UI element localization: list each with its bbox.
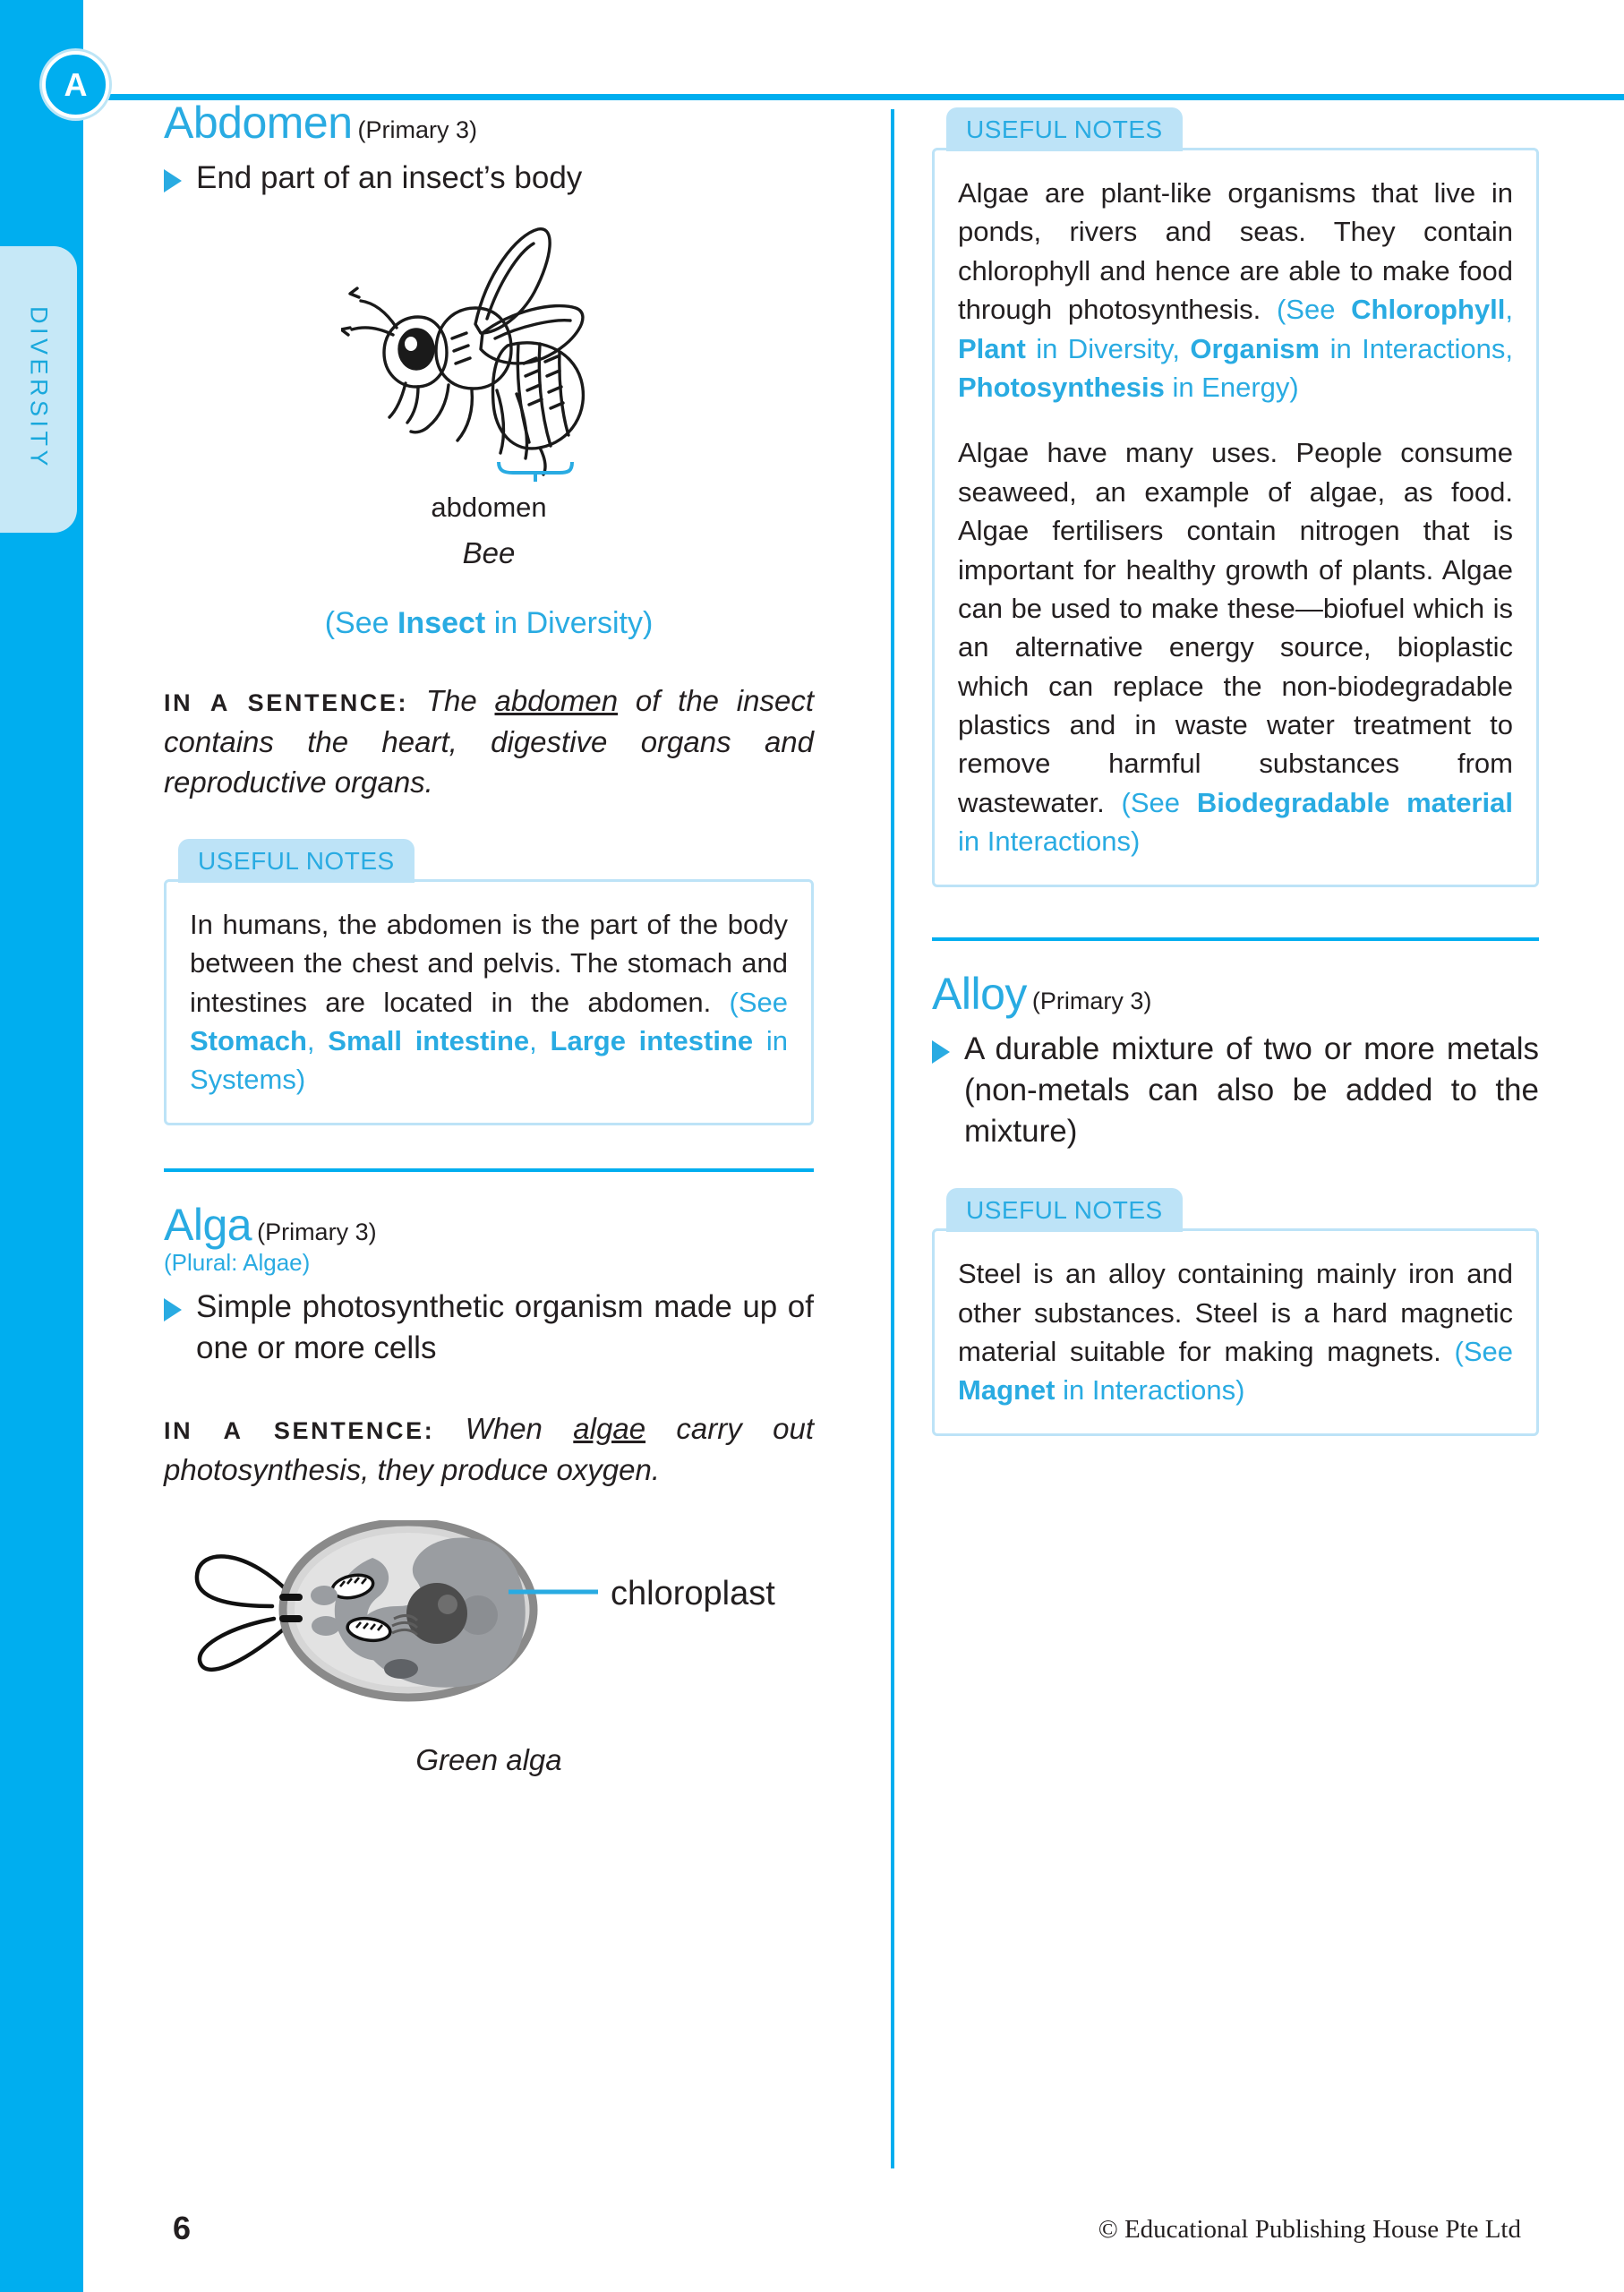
ref-sep-2: in Interactions, xyxy=(1320,332,1513,364)
useful-notes-body xyxy=(932,148,1539,887)
definition-text: A durable mixture of two or more metals (non-metals can also be added to the mixture) xyxy=(964,1031,1539,1150)
in-a-sentence-label: IN A SENTENCE: xyxy=(164,689,409,717)
figure-green-alga xyxy=(164,1520,814,1777)
figure-caption-green-alga: Green alga xyxy=(415,1743,562,1777)
notes-paragraph xyxy=(958,174,1513,406)
notes-paragraph xyxy=(958,433,1513,860)
entry-level: (Primary 3) xyxy=(1031,987,1152,1014)
sentence-post: carry out photosynthesis, they produce oxygen. xyxy=(164,1412,815,1486)
entry-term: Alloy xyxy=(932,968,1027,1019)
column-divider xyxy=(891,109,894,2168)
figure-label-chloroplast: chloroplast xyxy=(611,1575,775,1613)
entry-heading-abdomen xyxy=(164,98,814,148)
entry-plural: (Plural: Algae) xyxy=(164,1248,311,1276)
notes-plain-text: Algae are plant-like organisms that live in ponds, rivers and seas. They contain chlorophyll and hence are able to make food through photosynthesis. xyxy=(958,177,1513,326)
entry-level: (Primary 3) xyxy=(357,116,478,143)
xref-term: Insect xyxy=(397,606,486,641)
ref-term-organism: Organism xyxy=(1190,332,1321,364)
bullet-triangle-icon xyxy=(164,169,182,192)
useful-notes-tab: USEFUL NOTES xyxy=(946,1188,1183,1232)
entry-abdomen xyxy=(164,100,814,1125)
in-a-sentence-alga xyxy=(164,1408,814,1490)
left-spine xyxy=(0,0,83,2292)
bee-illustration xyxy=(341,218,637,487)
notes-paragraph xyxy=(958,1254,1513,1410)
ref-term-large-intestine: Large intestine xyxy=(550,1024,754,1056)
definition-text: Simple photosynthetic organism made up of one or more cells xyxy=(196,1288,814,1365)
ref-term-chlorophyll: Chlorophyll xyxy=(1351,294,1506,326)
entry-heading-alga xyxy=(164,1199,814,1276)
notes-plain-text: Algae have many uses. People consume seaweed, an example of algae, as food. Algae fertilisers contain nitrogen that is important for healthy growth of plants. Algae can be used to make these—biofuel which is an alternative energy source, bioplastic which can replace the non-biodegradable plastics and in waste water treatment to remove harmful substances from wastewater. xyxy=(958,437,1513,818)
page-number: 6 xyxy=(173,2210,192,2246)
ref-term-stomach: Stomach xyxy=(190,1024,307,1056)
right-column xyxy=(932,100,1539,1436)
section-tab-label: DIVERSITY xyxy=(25,305,53,471)
entry-term: Alga xyxy=(164,1199,252,1250)
ref-prefix: (See xyxy=(1276,294,1352,326)
ref-suffix: in Interactions) xyxy=(1055,1374,1245,1407)
copyright-notice: © Educational Publishing House Pte Ltd xyxy=(1098,2215,1521,2244)
ref-term-plant: Plant xyxy=(958,332,1026,364)
figure-label-abdomen: abdomen xyxy=(431,492,547,524)
ref-term-biodegradable-material: Biodegradable material xyxy=(1196,786,1513,818)
useful-notes-alloy xyxy=(932,1188,1539,1436)
xref-prefix: (See xyxy=(324,606,397,641)
notes-plain-text: Steel is an alloy containing mainly iron and other substances. Steel is a hard magnetic material suitable for making magnets. xyxy=(958,1258,1513,1367)
page-content xyxy=(83,100,1624,2292)
figure-caption-bee: Bee xyxy=(462,536,516,570)
ref-term-small-intestine: Small intestine xyxy=(328,1024,530,1056)
sentence-keyword: algae xyxy=(573,1412,646,1446)
alphabet-letter-badge: A xyxy=(42,51,109,118)
entry-alga xyxy=(164,1199,815,1777)
notes-paragraph xyxy=(190,905,788,1099)
useful-notes-tab: USEFUL NOTES xyxy=(178,839,415,883)
useful-notes-body xyxy=(164,879,814,1125)
entry-alloy xyxy=(932,968,1539,1436)
page-footer xyxy=(83,2185,1624,2292)
ref-suffix: in Systems) xyxy=(190,1024,788,1096)
entry-level: (Primary 3) xyxy=(257,1218,377,1245)
in-a-sentence-label: IN A SENTENCE: xyxy=(164,1417,435,1445)
ref-prefix: (See xyxy=(1454,1335,1513,1367)
section-divider-left xyxy=(164,1168,814,1172)
useful-notes-tab: USEFUL NOTES xyxy=(946,107,1183,151)
notes-plain-text: In humans, the abdomen is the part of the body between the chest and pelvis. The stomach and intestines are located in the abdomen. xyxy=(190,908,788,1018)
definition-row xyxy=(164,1287,814,1369)
sentence-post: of the insect contains the heart, digestive organs and reproductive organs. xyxy=(164,684,814,800)
green-alga-illustration xyxy=(193,1520,784,1726)
useful-notes-abdomen xyxy=(164,839,814,1125)
ref-term-photosynthesis: Photosynthesis xyxy=(958,371,1165,403)
sentence-pre: The xyxy=(425,684,495,718)
section-tab-diversity xyxy=(0,246,77,533)
entry-heading-alloy xyxy=(932,968,1539,1019)
notes-reference: (See Stomach, Small intestine, Large intestine in Systems) xyxy=(190,986,788,1096)
useful-notes-algae xyxy=(932,107,1539,887)
ref-sep-3: in Energy) xyxy=(1164,371,1299,403)
bullet-triangle-icon xyxy=(932,1040,950,1064)
ref-prefix: (See xyxy=(1121,786,1197,818)
ref-sep-1: in Diversity, xyxy=(1025,332,1191,364)
sentence-keyword: abdomen xyxy=(494,684,619,718)
entry-term: Abdomen xyxy=(164,98,353,148)
ref-prefix: (See xyxy=(729,986,788,1018)
left-column xyxy=(164,100,814,1777)
section-divider-right xyxy=(932,937,1539,941)
sentence-pre: When xyxy=(465,1412,574,1446)
ref-sep-0: , xyxy=(1505,294,1513,326)
definition-text: End part of an insect’s body xyxy=(196,160,583,195)
xref-suffix: in Diversity) xyxy=(485,606,654,641)
useful-notes-body xyxy=(932,1228,1539,1436)
ref-term-magnet: Magnet xyxy=(958,1374,1056,1407)
in-a-sentence-abdomen xyxy=(164,680,814,803)
cross-reference-insect xyxy=(164,606,814,641)
ref-suffix: in Interactions) xyxy=(958,825,1141,858)
bullet-triangle-icon xyxy=(164,1298,182,1321)
definition-row xyxy=(164,158,814,199)
figure-bee xyxy=(164,218,814,570)
definition-row xyxy=(932,1029,1539,1153)
